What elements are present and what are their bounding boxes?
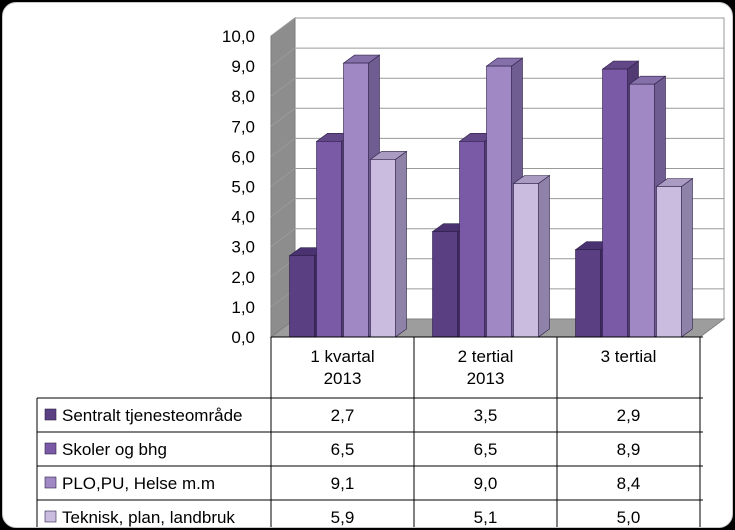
y-tick-label: 4,0 <box>231 207 255 227</box>
legend-label: Teknisk, plan, landbruk <box>62 508 235 527</box>
data-label: 5,9 <box>330 508 355 527</box>
bar <box>576 250 601 337</box>
y-tick-label: 3,0 <box>231 237 255 257</box>
data-label: 9,1 <box>330 474 355 493</box>
y-tick-label: 6,0 <box>231 147 255 167</box>
data-label: 6,5 <box>330 440 355 459</box>
data-label: 9,0 <box>473 474 498 493</box>
chart <box>3 3 732 527</box>
bar <box>433 232 458 337</box>
legend-label: Skoler og bhg <box>62 440 167 459</box>
legend-swatch <box>45 443 56 454</box>
y-tick-label: 7,0 <box>231 117 255 137</box>
y-tick-label: 5,0 <box>231 177 255 197</box>
data-label: 5,0 <box>616 508 641 527</box>
bar <box>603 69 628 337</box>
bar <box>630 84 655 337</box>
y-tick-label: 9,0 <box>231 57 255 77</box>
chart-frame <box>2 2 733 528</box>
y-tick-label: 1,0 <box>231 297 255 317</box>
bar <box>657 187 682 338</box>
legend-swatch <box>45 409 56 420</box>
bar <box>371 159 396 337</box>
category-label: 3 tertial <box>600 347 657 366</box>
category-label: 1 kvartal <box>310 347 375 366</box>
data-label: 3,5 <box>473 406 498 425</box>
bar-side <box>396 151 407 337</box>
bar <box>460 141 485 337</box>
category-label: 2 tertial <box>457 347 514 366</box>
bar <box>487 66 512 337</box>
y-tick-label: 10,0 <box>221 27 255 46</box>
bar <box>344 63 369 337</box>
legend-swatch <box>45 477 56 488</box>
data-label: 2,7 <box>330 406 355 425</box>
data-label: 8,4 <box>616 474 641 493</box>
bar <box>290 256 315 337</box>
data-label: 2,9 <box>616 406 641 425</box>
data-label: 6,5 <box>473 440 498 459</box>
y-tick-label: 0,0 <box>231 328 255 347</box>
data-label: 8,9 <box>616 440 641 459</box>
y-tick-label: 2,0 <box>231 267 255 287</box>
legend-label: Sentralt tjenesteområde <box>62 406 243 425</box>
data-label: 5,1 <box>473 508 498 527</box>
bar-side <box>539 175 550 337</box>
category-label: 2013 <box>323 369 362 388</box>
y-tick-label: 8,0 <box>231 87 255 107</box>
category-label: 2013 <box>466 369 505 388</box>
legend-label: PLO,PU, Helse m.m <box>62 474 216 493</box>
bar <box>317 141 342 337</box>
legend-swatch <box>45 511 56 522</box>
bar <box>514 183 539 337</box>
bar-side <box>682 179 693 338</box>
